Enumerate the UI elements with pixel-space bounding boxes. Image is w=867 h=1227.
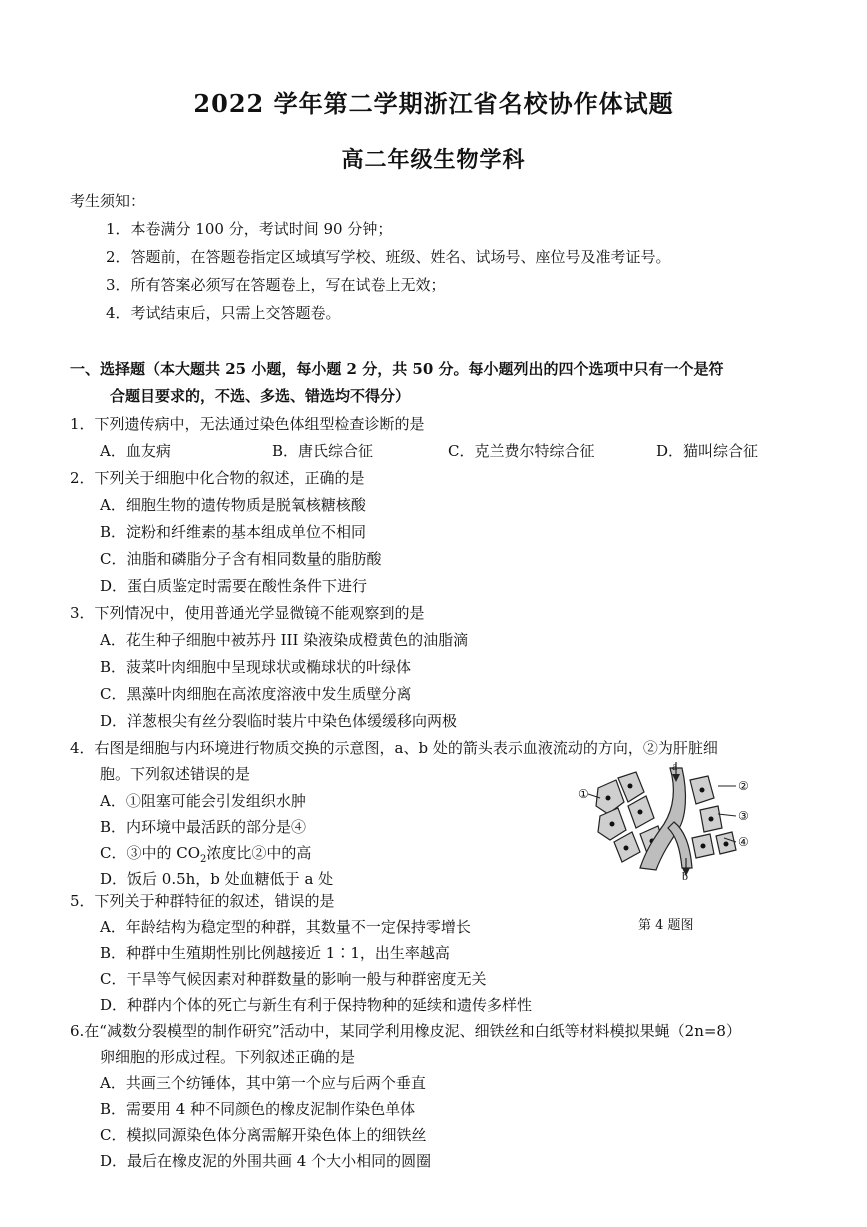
q1-option-a: A．血友病 [100,442,171,460]
figure-label-4: ④ [738,835,749,849]
q4-option-c: C．③中的 $CO_2$浓度比②中的高 [100,844,312,865]
q4-stem-line2: 胞。下列叙述错误的是 [100,765,251,783]
q2-option-c: C．油脂和磷脂分子含有相同数量的脂肪酸 [100,550,382,568]
q3-stem: 3．下列情况中，使用普通光学显微镜不能观察到的是 [70,604,425,622]
q4-stem-line1: 4．右图是细胞与内环境进行物质交换的示意图，a、b 处的箭头表示血液流动的方向，②为肝脏细 [70,739,718,757]
notice-heading: 考生须知： [70,192,146,210]
q6-stem-line1: 6.在“减数分裂模型的制作研究”活动中，某同学利用橡皮泥、细铁丝和白纸等材料模拟果蝇（2n=8） [70,1022,741,1040]
q5-stem: 5．下列关于种群特征的叙述，错误的是 [70,892,335,910]
notice-item: 4．考试结束后，只需上交答题卷。 [106,304,341,322]
q4-figure-tissue-diagram [578,758,756,880]
q1-stem: 1．下列遗传病中，无法通过染色体组型检查诊断的是 [70,415,425,433]
exam-subtitle: 高二年级生物学科 [341,147,526,173]
q3-option-b: B．菠菜叶肉细胞中呈现球状或椭球状的叶绿体 [100,658,412,676]
figure-label-a: a [672,759,678,773]
exam-title: 2022 学年第二学期浙江省名校协作体试题 [193,89,674,118]
q4-option-b: B．内环境中最活跃的部分是④ [100,818,307,836]
q6-option-a: A．共画三个纺锤体，其中第一个应与后两个垂直 [100,1074,426,1092]
q2-option-b: B．淀粉和纤维素的基本组成单位不相同 [100,523,367,541]
q4-figure-caption: 第 4 题图 [638,918,694,933]
q6-option-d: D．最后在橡皮泥的外围共画 4 个大小相同的圆圈 [100,1152,432,1170]
capillary-branch [668,822,692,868]
q1-option-b: B．唐氏综合征 [272,442,374,460]
q1-option-c: C．克兰费尔特综合征 [448,442,595,460]
figure-label-b: b [682,869,688,880]
q4-option-d: D．饭后 0.5h，b 处血糖低于 a 处 [100,870,334,888]
section-heading-line2: 合题目要求的，不选、多选、错选均不得分） [110,387,411,405]
q4-option-a: A．①阻塞可能会引发组织水肿 [100,792,306,810]
q3-option-d: D．洋葱根尖有丝分裂临时装片中染色体缓缓移向两极 [100,712,458,730]
notice-item: 2．答题前，在答题卷指定区域填写学校、班级、姓名、试场号、座位号及准考证号。 [106,248,671,266]
q5-option-b: B．种群中生殖期性别比例越接近 1∶1，出生率越高 [100,944,450,962]
q6-stem-line2: 卵细胞的形成过程。下列叙述正确的是 [100,1048,356,1066]
q6-option-c: C．模拟同源染色体分离需解开染色体上的细铁丝 [100,1126,427,1144]
figure-label-3: ③ [738,809,749,823]
q5-option-a: A．年龄结构为稳定型的种群，其数量不一定保持零增长 [100,918,471,936]
q1-option-d: D．猫叫综合征 [656,442,759,460]
q5-option-c: C．干旱等气候因素对种群数量的影响一般与种群密度无关 [100,970,487,988]
notice-item: 1．本卷满分 100 分，考试时间 90 分钟； [106,220,393,238]
q3-option-a: A．花生种子细胞中被苏丹 III 染液染成橙黄色的油脂滴 [100,631,469,649]
q6-option-b: B．需要用 4 种不同颜色的橡皮泥制作染色单体 [100,1100,416,1118]
q2-stem: 2．下列关于细胞中化合物的叙述，正确的是 [70,469,365,487]
q2-option-d: D．蛋白质鉴定时需要在酸性条件下进行 [100,577,368,595]
figure-label-2: ② [738,779,749,793]
q5-option-d: D．种群内个体的死亡与新生有利于保持物种的延续和遗传多样性 [100,996,533,1014]
q3-option-c: C．黑藻叶肉细胞在高浓度溶液中发生质壁分离 [100,685,412,703]
section-heading-line1: 一、选择题（本大题共 25 小题，每小题 2 分，共 50 分。每小题列出的四个选项中只有一个是符 [70,360,724,378]
notice-item: 3．所有答案必须写在答题卷上，写在试卷上无效； [106,276,446,294]
figure-label-1: ① [578,787,589,801]
q2-option-a: A．细胞生物的遗传物质是脱氧核糖核酸 [100,496,366,514]
